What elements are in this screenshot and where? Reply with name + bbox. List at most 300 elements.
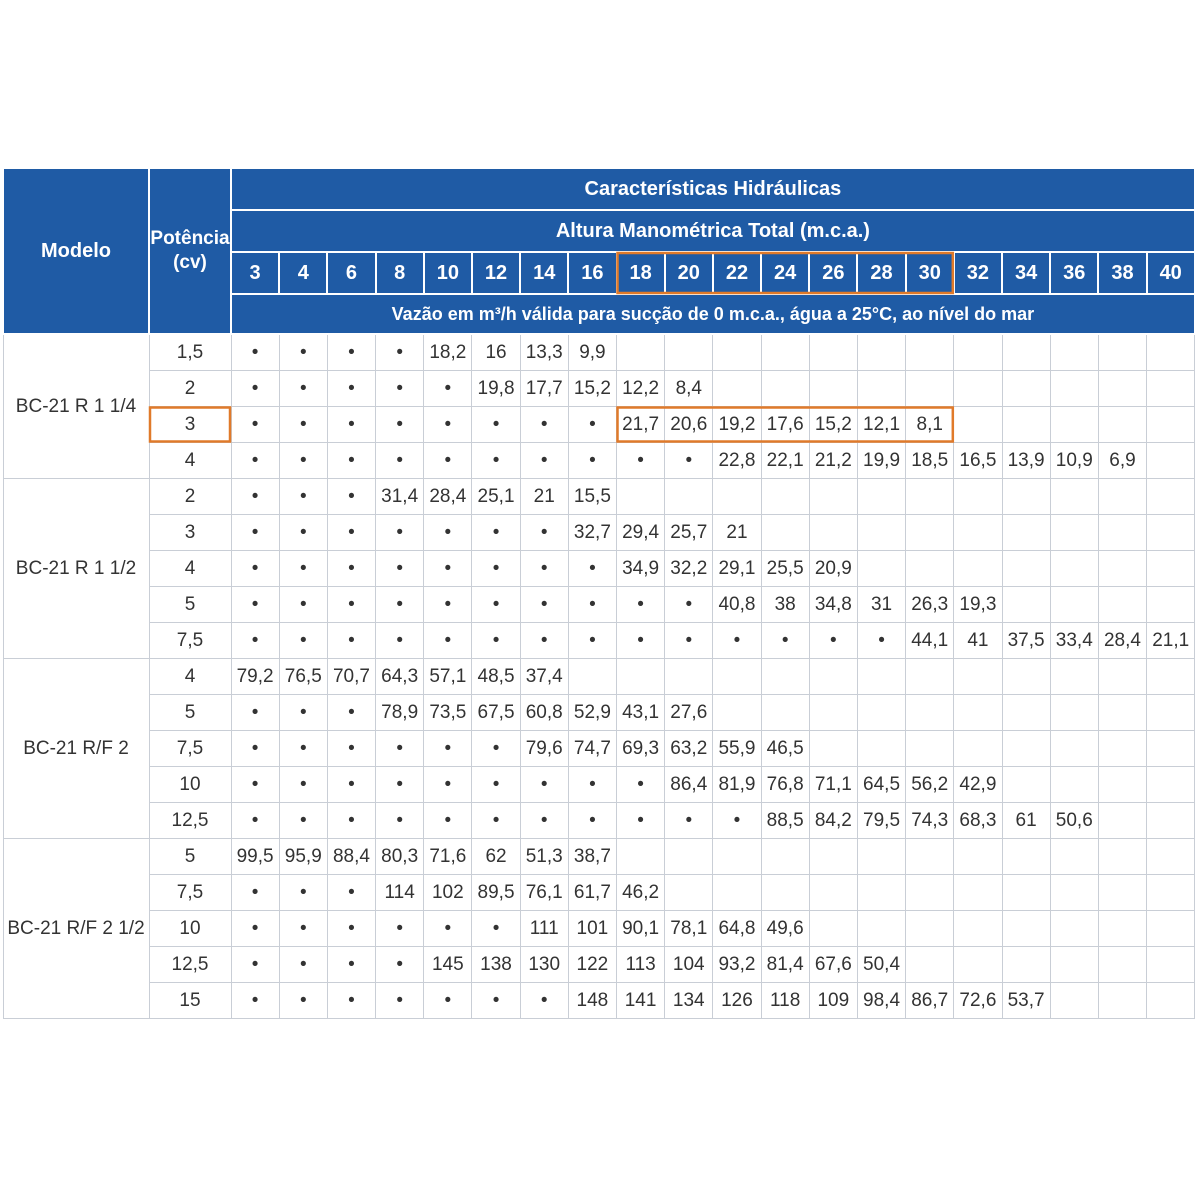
table-header (3, 168, 1195, 334)
flow-value-cell (1098, 839, 1146, 875)
flow-value-cell (906, 515, 954, 551)
table-row (3, 767, 1195, 803)
flow-value-cell: 141 (617, 983, 665, 1019)
flow-value-cell: 126 (713, 983, 761, 1019)
flow-value-cell: 19,8 (472, 371, 520, 407)
flow-value-cell (713, 659, 761, 695)
flow-value-cell (906, 479, 954, 515)
flow-value-cell: • (472, 983, 520, 1019)
flow-value-cell: • (231, 479, 279, 515)
table-row (3, 983, 1195, 1019)
flow-value-cell: 67,5 (472, 695, 520, 731)
flow-value-cell (1147, 731, 1195, 767)
flow-value-cell (1147, 479, 1195, 515)
flow-value-cell (1002, 479, 1050, 515)
flow-value-cell (761, 695, 809, 731)
header-head-36: 36 (1050, 252, 1098, 294)
flow-value-cell: • (376, 371, 424, 407)
flow-value-cell (1147, 983, 1195, 1019)
flow-value-cell: 130 (520, 947, 568, 983)
flow-value-cell: • (327, 803, 375, 839)
flow-value-cell (665, 875, 713, 911)
flow-value-cell: • (713, 803, 761, 839)
flow-value-cell (906, 695, 954, 731)
flow-value-cell (954, 334, 1002, 371)
flow-value-cell (1002, 947, 1050, 983)
flow-value-cell: • (809, 623, 857, 659)
flow-value-cell: • (424, 407, 472, 443)
header-head-16: 16 (568, 252, 616, 294)
flow-value-cell (954, 911, 1002, 947)
flow-value-cell: • (568, 623, 616, 659)
flow-value-cell: • (327, 875, 375, 911)
flow-value-cell: 78,1 (665, 911, 713, 947)
flow-value-cell: 145 (424, 947, 472, 983)
flow-value-cell: 31 (857, 587, 905, 623)
flow-value-cell: 64,8 (713, 911, 761, 947)
flow-value-cell (1098, 407, 1146, 443)
flow-value-cell (1050, 947, 1098, 983)
flow-value-cell: • (231, 407, 279, 443)
flow-value-cell (568, 659, 616, 695)
flow-value-cell: 98,4 (857, 983, 905, 1019)
flow-value-cell: 64,5 (857, 767, 905, 803)
flow-value-cell: • (231, 695, 279, 731)
flow-value-cell: • (231, 443, 279, 479)
flow-value-cell: 21,2 (809, 443, 857, 479)
flow-value-cell: 38,7 (568, 839, 616, 875)
flow-value-cell (617, 659, 665, 695)
flow-value-cell: 109 (809, 983, 857, 1019)
table-row (3, 371, 1195, 407)
flow-value-cell (713, 334, 761, 371)
flow-value-cell: • (617, 587, 665, 623)
flow-value-cell (1050, 587, 1098, 623)
flow-value-cell: 46,2 (617, 875, 665, 911)
flow-value-cell: • (327, 623, 375, 659)
flow-value-cell: 34,8 (809, 587, 857, 623)
flow-value-cell: 118 (761, 983, 809, 1019)
flow-value-cell: 29,4 (617, 515, 665, 551)
flow-value-cell: 38 (761, 587, 809, 623)
flow-value-cell: • (617, 623, 665, 659)
flow-value-cell (1050, 334, 1098, 371)
flow-value-cell: • (231, 911, 279, 947)
flow-value-cell: • (472, 623, 520, 659)
power-cell: 3 (149, 515, 231, 551)
flow-value-cell (906, 551, 954, 587)
flow-value-cell: • (424, 443, 472, 479)
flow-value-cell: • (376, 623, 424, 659)
header-head-22: 22 (713, 252, 761, 294)
flow-value-cell (857, 371, 905, 407)
flow-value-cell (1098, 875, 1146, 911)
table-row (3, 443, 1195, 479)
flow-value-cell: 52,9 (568, 695, 616, 731)
flow-value-cell: 79,2 (231, 659, 279, 695)
flow-value-cell: • (424, 767, 472, 803)
flow-value-cell (1098, 551, 1146, 587)
flow-value-cell: • (279, 443, 327, 479)
flow-value-cell (665, 479, 713, 515)
flow-value-cell (1147, 515, 1195, 551)
flow-value-cell: • (279, 803, 327, 839)
flow-value-cell (954, 407, 1002, 443)
flow-value-cell: 68,3 (954, 803, 1002, 839)
header-model: Modelo (3, 168, 149, 334)
flow-value-cell (1098, 695, 1146, 731)
flow-value-cell (1050, 875, 1098, 911)
flow-value-cell: 40,8 (713, 587, 761, 623)
flow-value-cell: • (520, 983, 568, 1019)
flow-value-cell: 62 (472, 839, 520, 875)
flow-value-cell: 72,6 (954, 983, 1002, 1019)
flow-value-cell: 76,5 (279, 659, 327, 695)
flow-value-cell: • (376, 983, 424, 1019)
flow-value-cell: 22,8 (713, 443, 761, 479)
flow-value-cell: • (424, 587, 472, 623)
flow-value-cell: • (472, 407, 520, 443)
flow-value-cell (713, 695, 761, 731)
flow-value-cell: • (617, 443, 665, 479)
flow-value-cell: • (327, 731, 375, 767)
header-head-38: 38 (1098, 252, 1146, 294)
flow-value-cell: 43,1 (617, 695, 665, 731)
flow-value-cell: • (568, 551, 616, 587)
flow-value-cell: 21,1 (1147, 623, 1195, 659)
flow-value-cell: 42,9 (954, 767, 1002, 803)
flow-value-cell: 88,5 (761, 803, 809, 839)
flow-value-cell: • (231, 803, 279, 839)
flow-value-cell: 49,6 (761, 911, 809, 947)
flow-value-cell: • (327, 587, 375, 623)
flow-value-cell (1002, 371, 1050, 407)
power-cell: 7,5 (149, 731, 231, 767)
flow-value-cell (1098, 659, 1146, 695)
flow-value-cell: 9,9 (568, 334, 616, 371)
flow-value-cell: • (520, 551, 568, 587)
flow-value-cell: 21 (520, 479, 568, 515)
table-row (3, 623, 1195, 659)
flow-value-cell: • (424, 515, 472, 551)
flow-value-cell (954, 839, 1002, 875)
flow-value-cell: • (279, 983, 327, 1019)
header-head-40: 40 (1147, 252, 1195, 294)
flow-value-cell: • (327, 695, 375, 731)
flow-value-cell (1050, 731, 1098, 767)
flow-value-cell (1147, 443, 1195, 479)
flow-value-cell: • (279, 695, 327, 731)
flow-value-cell (1002, 334, 1050, 371)
flow-value-cell (713, 371, 761, 407)
flow-value-cell (857, 551, 905, 587)
flow-value-cell: 22,1 (761, 443, 809, 479)
flow-value-cell: 55,9 (713, 731, 761, 767)
flow-value-cell: 6,9 (1098, 443, 1146, 479)
flow-value-cell (954, 875, 1002, 911)
flow-value-cell (713, 839, 761, 875)
flow-value-cell: 32,2 (665, 551, 713, 587)
flow-value-cell: • (231, 731, 279, 767)
flow-value-cell: • (568, 767, 616, 803)
flow-value-cell: 26,3 (906, 587, 954, 623)
flow-value-cell: 32,7 (568, 515, 616, 551)
flow-value-cell (857, 839, 905, 875)
flow-value-cell: • (279, 551, 327, 587)
flow-value-cell: • (327, 551, 375, 587)
flow-value-cell: • (617, 767, 665, 803)
flow-value-cell: 102 (424, 875, 472, 911)
flow-value-cell: 13,3 (520, 334, 568, 371)
flow-value-cell (954, 479, 1002, 515)
flow-value-cell: • (279, 479, 327, 515)
flow-value-cell (954, 947, 1002, 983)
flow-value-cell: 148 (568, 983, 616, 1019)
flow-value-cell: 79,5 (857, 803, 905, 839)
flow-value-cell (809, 515, 857, 551)
flow-value-cell: • (761, 623, 809, 659)
flow-value-cell (1098, 515, 1146, 551)
flow-value-cell: • (665, 443, 713, 479)
flow-value-cell (761, 479, 809, 515)
flow-value-cell (1147, 911, 1195, 947)
flow-value-cell (954, 515, 1002, 551)
flow-value-cell: 84,2 (809, 803, 857, 839)
flow-value-cell: • (424, 731, 472, 767)
header-power-unit: (cv) (173, 252, 207, 273)
flow-value-cell: • (617, 803, 665, 839)
header-head-26: 26 (809, 252, 857, 294)
flow-value-cell: • (327, 371, 375, 407)
flow-value-cell (1147, 803, 1195, 839)
flow-value-cell (761, 334, 809, 371)
flow-value-cell: • (472, 551, 520, 587)
flow-value-cell (809, 334, 857, 371)
flow-value-cell: 27,6 (665, 695, 713, 731)
flow-value-cell (857, 731, 905, 767)
flow-value-cell: 18,2 (424, 334, 472, 371)
flow-value-cell (1147, 659, 1195, 695)
flow-value-cell (954, 371, 1002, 407)
flow-value-cell: • (376, 803, 424, 839)
flow-value-cell (617, 839, 665, 875)
flow-value-cell: • (857, 623, 905, 659)
flow-value-cell (1050, 839, 1098, 875)
flow-value-cell: • (376, 731, 424, 767)
flow-value-cell (1050, 911, 1098, 947)
flow-value-cell (857, 479, 905, 515)
flow-value-cell: • (520, 803, 568, 839)
flow-value-cell: 15,2 (568, 371, 616, 407)
flow-value-cell: 20,6 (665, 407, 713, 443)
flow-value-cell: 31,4 (376, 479, 424, 515)
flow-value-cell: • (327, 515, 375, 551)
flow-value-cell (857, 875, 905, 911)
flow-value-cell (1002, 407, 1050, 443)
flow-value-cell: • (279, 911, 327, 947)
flow-value-cell: • (424, 623, 472, 659)
flow-value-cell (906, 731, 954, 767)
table-row (3, 803, 1195, 839)
flow-value-cell: 25,7 (665, 515, 713, 551)
table-row (3, 839, 1195, 875)
header-head-10: 10 (424, 252, 472, 294)
flow-value-cell: 70,7 (327, 659, 375, 695)
flow-value-cell (1098, 767, 1146, 803)
flow-value-cell (1050, 371, 1098, 407)
table-body (3, 334, 1195, 1019)
flow-value-cell: • (327, 947, 375, 983)
header-head-30: 30 (906, 252, 954, 294)
header-head-6: 6 (327, 252, 375, 294)
flow-value-cell: • (279, 407, 327, 443)
table-row (3, 947, 1195, 983)
flow-value-cell: • (279, 371, 327, 407)
flow-value-cell: • (568, 587, 616, 623)
flow-value-cell: 86,7 (906, 983, 954, 1019)
flow-value-cell: 76,8 (761, 767, 809, 803)
flow-value-cell: 25,5 (761, 551, 809, 587)
flow-value-cell (1002, 839, 1050, 875)
flow-value-cell: 113 (617, 947, 665, 983)
flow-value-cell: 114 (376, 875, 424, 911)
flow-value-cell: 33,4 (1050, 623, 1098, 659)
flow-value-cell: 10,9 (1050, 443, 1098, 479)
table-row (3, 875, 1195, 911)
flow-value-cell (809, 911, 857, 947)
flow-value-cell (617, 479, 665, 515)
flow-value-cell: • (376, 551, 424, 587)
flow-value-cell: 19,9 (857, 443, 905, 479)
flow-value-cell (761, 371, 809, 407)
header-head-4: 4 (279, 252, 327, 294)
flow-value-cell: • (327, 407, 375, 443)
flow-value-cell (906, 334, 954, 371)
flow-value-cell: 44,1 (906, 623, 954, 659)
flow-value-cell: 21 (713, 515, 761, 551)
flow-value-cell: • (472, 911, 520, 947)
flow-value-cell: • (520, 407, 568, 443)
flow-value-cell (761, 839, 809, 875)
flow-value-cell: • (568, 803, 616, 839)
header-head-12: 12 (472, 252, 520, 294)
flow-value-cell (713, 875, 761, 911)
flow-value-cell (954, 551, 1002, 587)
flow-value-cell (1098, 371, 1146, 407)
flow-value-cell: 64,3 (376, 659, 424, 695)
header-power (149, 168, 231, 334)
flow-value-cell (906, 947, 954, 983)
flow-value-cell (809, 479, 857, 515)
flow-value-cell: • (472, 587, 520, 623)
flow-value-cell (665, 839, 713, 875)
power-cell: 5 (149, 587, 231, 623)
hydraulic-spec-table (2, 167, 1196, 1019)
flow-value-cell: 90,1 (617, 911, 665, 947)
flow-value-cell: 12,2 (617, 371, 665, 407)
flow-value-cell (1050, 551, 1098, 587)
header-head-34: 34 (1002, 252, 1050, 294)
flow-value-cell: 21,7 (617, 407, 665, 443)
flow-value-cell: 63,2 (665, 731, 713, 767)
flow-value-cell: 16 (472, 334, 520, 371)
flow-value-cell (809, 731, 857, 767)
flow-value-cell: • (472, 767, 520, 803)
flow-value-cell: • (376, 767, 424, 803)
flow-value-cell: • (665, 803, 713, 839)
flow-value-cell: 134 (665, 983, 713, 1019)
flow-value-cell: • (520, 587, 568, 623)
flow-value-cell: 86,4 (665, 767, 713, 803)
flow-value-cell (857, 515, 905, 551)
flow-value-cell: 37,5 (1002, 623, 1050, 659)
flow-value-cell: 37,4 (520, 659, 568, 695)
power-cell: 2 (149, 479, 231, 515)
flow-value-cell: 88,4 (327, 839, 375, 875)
flow-value-cell: • (279, 587, 327, 623)
flow-value-cell: 81,9 (713, 767, 761, 803)
flow-value-cell: • (376, 587, 424, 623)
flow-value-cell: • (327, 767, 375, 803)
flow-value-cell: 61,7 (568, 875, 616, 911)
flow-value-cell: • (472, 443, 520, 479)
flow-value-cell: 20,9 (809, 551, 857, 587)
flow-value-cell: • (279, 875, 327, 911)
flow-value-cell: • (279, 334, 327, 371)
table-row (3, 515, 1195, 551)
flow-value-cell: 104 (665, 947, 713, 983)
flow-value-cell (617, 334, 665, 371)
flow-value-cell: 50,6 (1050, 803, 1098, 839)
flow-value-cell: 80,3 (376, 839, 424, 875)
flow-value-cell: 81,4 (761, 947, 809, 983)
flow-value-cell: 78,9 (376, 695, 424, 731)
flow-value-cell: 101 (568, 911, 616, 947)
table-row (3, 551, 1195, 587)
flow-value-cell (1147, 371, 1195, 407)
flow-value-cell (906, 371, 954, 407)
flow-value-cell: • (231, 983, 279, 1019)
flow-value-cell (1002, 515, 1050, 551)
flow-value-cell (1098, 983, 1146, 1019)
flow-value-cell (906, 659, 954, 695)
flow-value-cell: • (472, 803, 520, 839)
flow-value-cell: • (424, 803, 472, 839)
flow-value-cell (1147, 947, 1195, 983)
flow-value-cell (1147, 839, 1195, 875)
flow-value-cell (1098, 731, 1146, 767)
flow-value-cell: 15,2 (809, 407, 857, 443)
flow-value-cell: 60,8 (520, 695, 568, 731)
header-head-18: 18 (617, 252, 665, 294)
flow-value-cell: 25,1 (472, 479, 520, 515)
flow-value-cell: 16,5 (954, 443, 1002, 479)
flow-value-cell (1098, 803, 1146, 839)
flow-value-cell: 12,1 (857, 407, 905, 443)
flow-value-cell (761, 659, 809, 695)
flow-value-cell (761, 515, 809, 551)
flow-value-cell: • (279, 731, 327, 767)
flow-value-cell: • (376, 911, 424, 947)
flow-value-cell (1002, 587, 1050, 623)
flow-value-cell: 8,1 (906, 407, 954, 443)
header-hydraulic: Características Hidráulicas (231, 168, 1195, 210)
flow-value-cell (1098, 911, 1146, 947)
flow-value-cell: 17,7 (520, 371, 568, 407)
flow-value-cell: • (376, 407, 424, 443)
power-cell: 5 (149, 839, 231, 875)
flow-value-cell: • (231, 587, 279, 623)
